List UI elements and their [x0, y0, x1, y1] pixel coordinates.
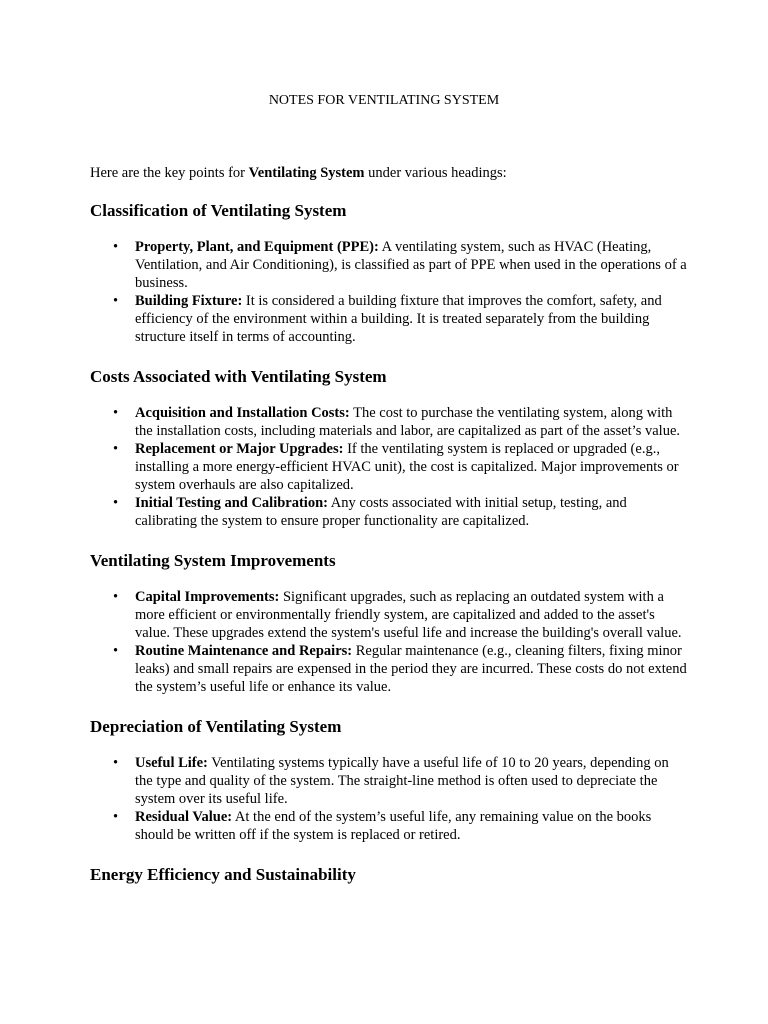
- intro-text-after: under various headings:: [364, 165, 507, 181]
- item-term: Initial Testing and Calibration:: [135, 495, 328, 511]
- section-heading: Ventilating System Improvements: [90, 551, 336, 570]
- bullet-list: [90, 588, 690, 696]
- item-term: Building Fixture:: [135, 293, 243, 309]
- intro-text-before: Here are the key points for: [90, 165, 249, 181]
- section-costs: [90, 366, 690, 530]
- item-term: Acquisition and Installation Costs:: [135, 405, 350, 421]
- bullet-icon: •: [113, 495, 119, 511]
- item-term: Routine Maintenance and Repairs:: [135, 643, 353, 659]
- item-text: Ventilating systems typically have a useful life of 10 to 20 years, depending on the type and quality of the system. The straight-line method is often used to depreciate the system over its useful life.: [135, 755, 669, 807]
- section-improvements: [90, 550, 690, 696]
- item-text: Any costs associated with initial setup, testing, and calibrating the system to ensure proper functionality are capitalized.: [135, 495, 627, 529]
- bullet-list: [90, 238, 690, 346]
- item-text: Significant upgrades, such as replacing an outdated system with a more efficient or environmentally friendly system, are capitalized and added to the asset's value. These upgrades extend the system's useful life and increase the building's overall value.: [135, 589, 682, 641]
- list-item: [113, 238, 690, 292]
- section-energy-efficiency: [90, 864, 690, 886]
- list-item: [113, 642, 690, 696]
- document-body: [90, 164, 690, 902]
- document-title: NOTES FOR VENTILATING SYSTEM: [268, 93, 500, 108]
- item-text: Regular maintenance (e.g., cleaning filters, fixing minor leaks) and small repairs are expensed in the period they are incurred. These costs do not extend the system’s useful life or enhance its value.: [135, 643, 687, 695]
- list-item: [113, 754, 690, 808]
- bullet-icon: •: [113, 405, 119, 421]
- bullet-list: [90, 754, 690, 844]
- bullet-icon: •: [113, 589, 119, 605]
- list-item: [113, 588, 690, 642]
- bullet-icon: •: [113, 643, 119, 659]
- item-text: At the end of the system’s useful life, any remaining value on the books should be written off if the system is replaced or retired.: [135, 809, 652, 843]
- item-term: Replacement or Major Upgrades:: [135, 441, 344, 457]
- bullet-icon: •: [113, 293, 119, 309]
- section-heading: Classification of Ventilating System: [90, 201, 347, 220]
- item-text: If the ventilating system is replaced or upgraded (e.g., installing a more energy-efficient HVAC unit), the cost is capitalized. Major improvements or system overhauls are also capitalized.: [135, 441, 679, 493]
- item-term: Useful Life:: [135, 755, 208, 771]
- bullet-icon: •: [113, 809, 119, 825]
- intro-bold-subject: Ventilating System: [248, 165, 365, 181]
- intro-paragraph: [90, 164, 690, 182]
- item-term: Residual Value:: [135, 809, 233, 825]
- list-item: [113, 494, 690, 530]
- bullet-icon: •: [113, 755, 119, 771]
- item-term: Capital Improvements:: [135, 589, 280, 605]
- section-classification: [90, 200, 690, 346]
- list-item: [113, 404, 690, 440]
- list-item: [113, 808, 690, 844]
- item-text: It is considered a building fixture that improves the comfort, safety, and efficiency of the environment within a building. It is treated separately from the building structure itself in terms of accounting.: [135, 293, 662, 345]
- section-heading: Energy Efficiency and Sustainability: [90, 865, 356, 884]
- list-item: [113, 292, 690, 346]
- section-heading: Depreciation of Ventilating System: [90, 717, 342, 736]
- item-text: A ventilating system, such as HVAC (Heating, Ventilation, and Air Conditioning), is classified as part of PPE when used in the operations of a business.: [135, 239, 687, 291]
- list-item: [113, 440, 690, 494]
- section-heading: Costs Associated with Ventilating System: [90, 367, 387, 386]
- bullet-icon: •: [113, 239, 119, 255]
- item-term: Property, Plant, and Equipment (PPE):: [135, 239, 379, 255]
- section-depreciation: [90, 716, 690, 844]
- item-text: The cost to purchase the ventilating system, along with the installation costs, including materials and labor, are capitalized as part of the asset’s value.: [135, 405, 681, 439]
- bullet-icon: •: [113, 441, 119, 457]
- bullet-list: [90, 404, 690, 530]
